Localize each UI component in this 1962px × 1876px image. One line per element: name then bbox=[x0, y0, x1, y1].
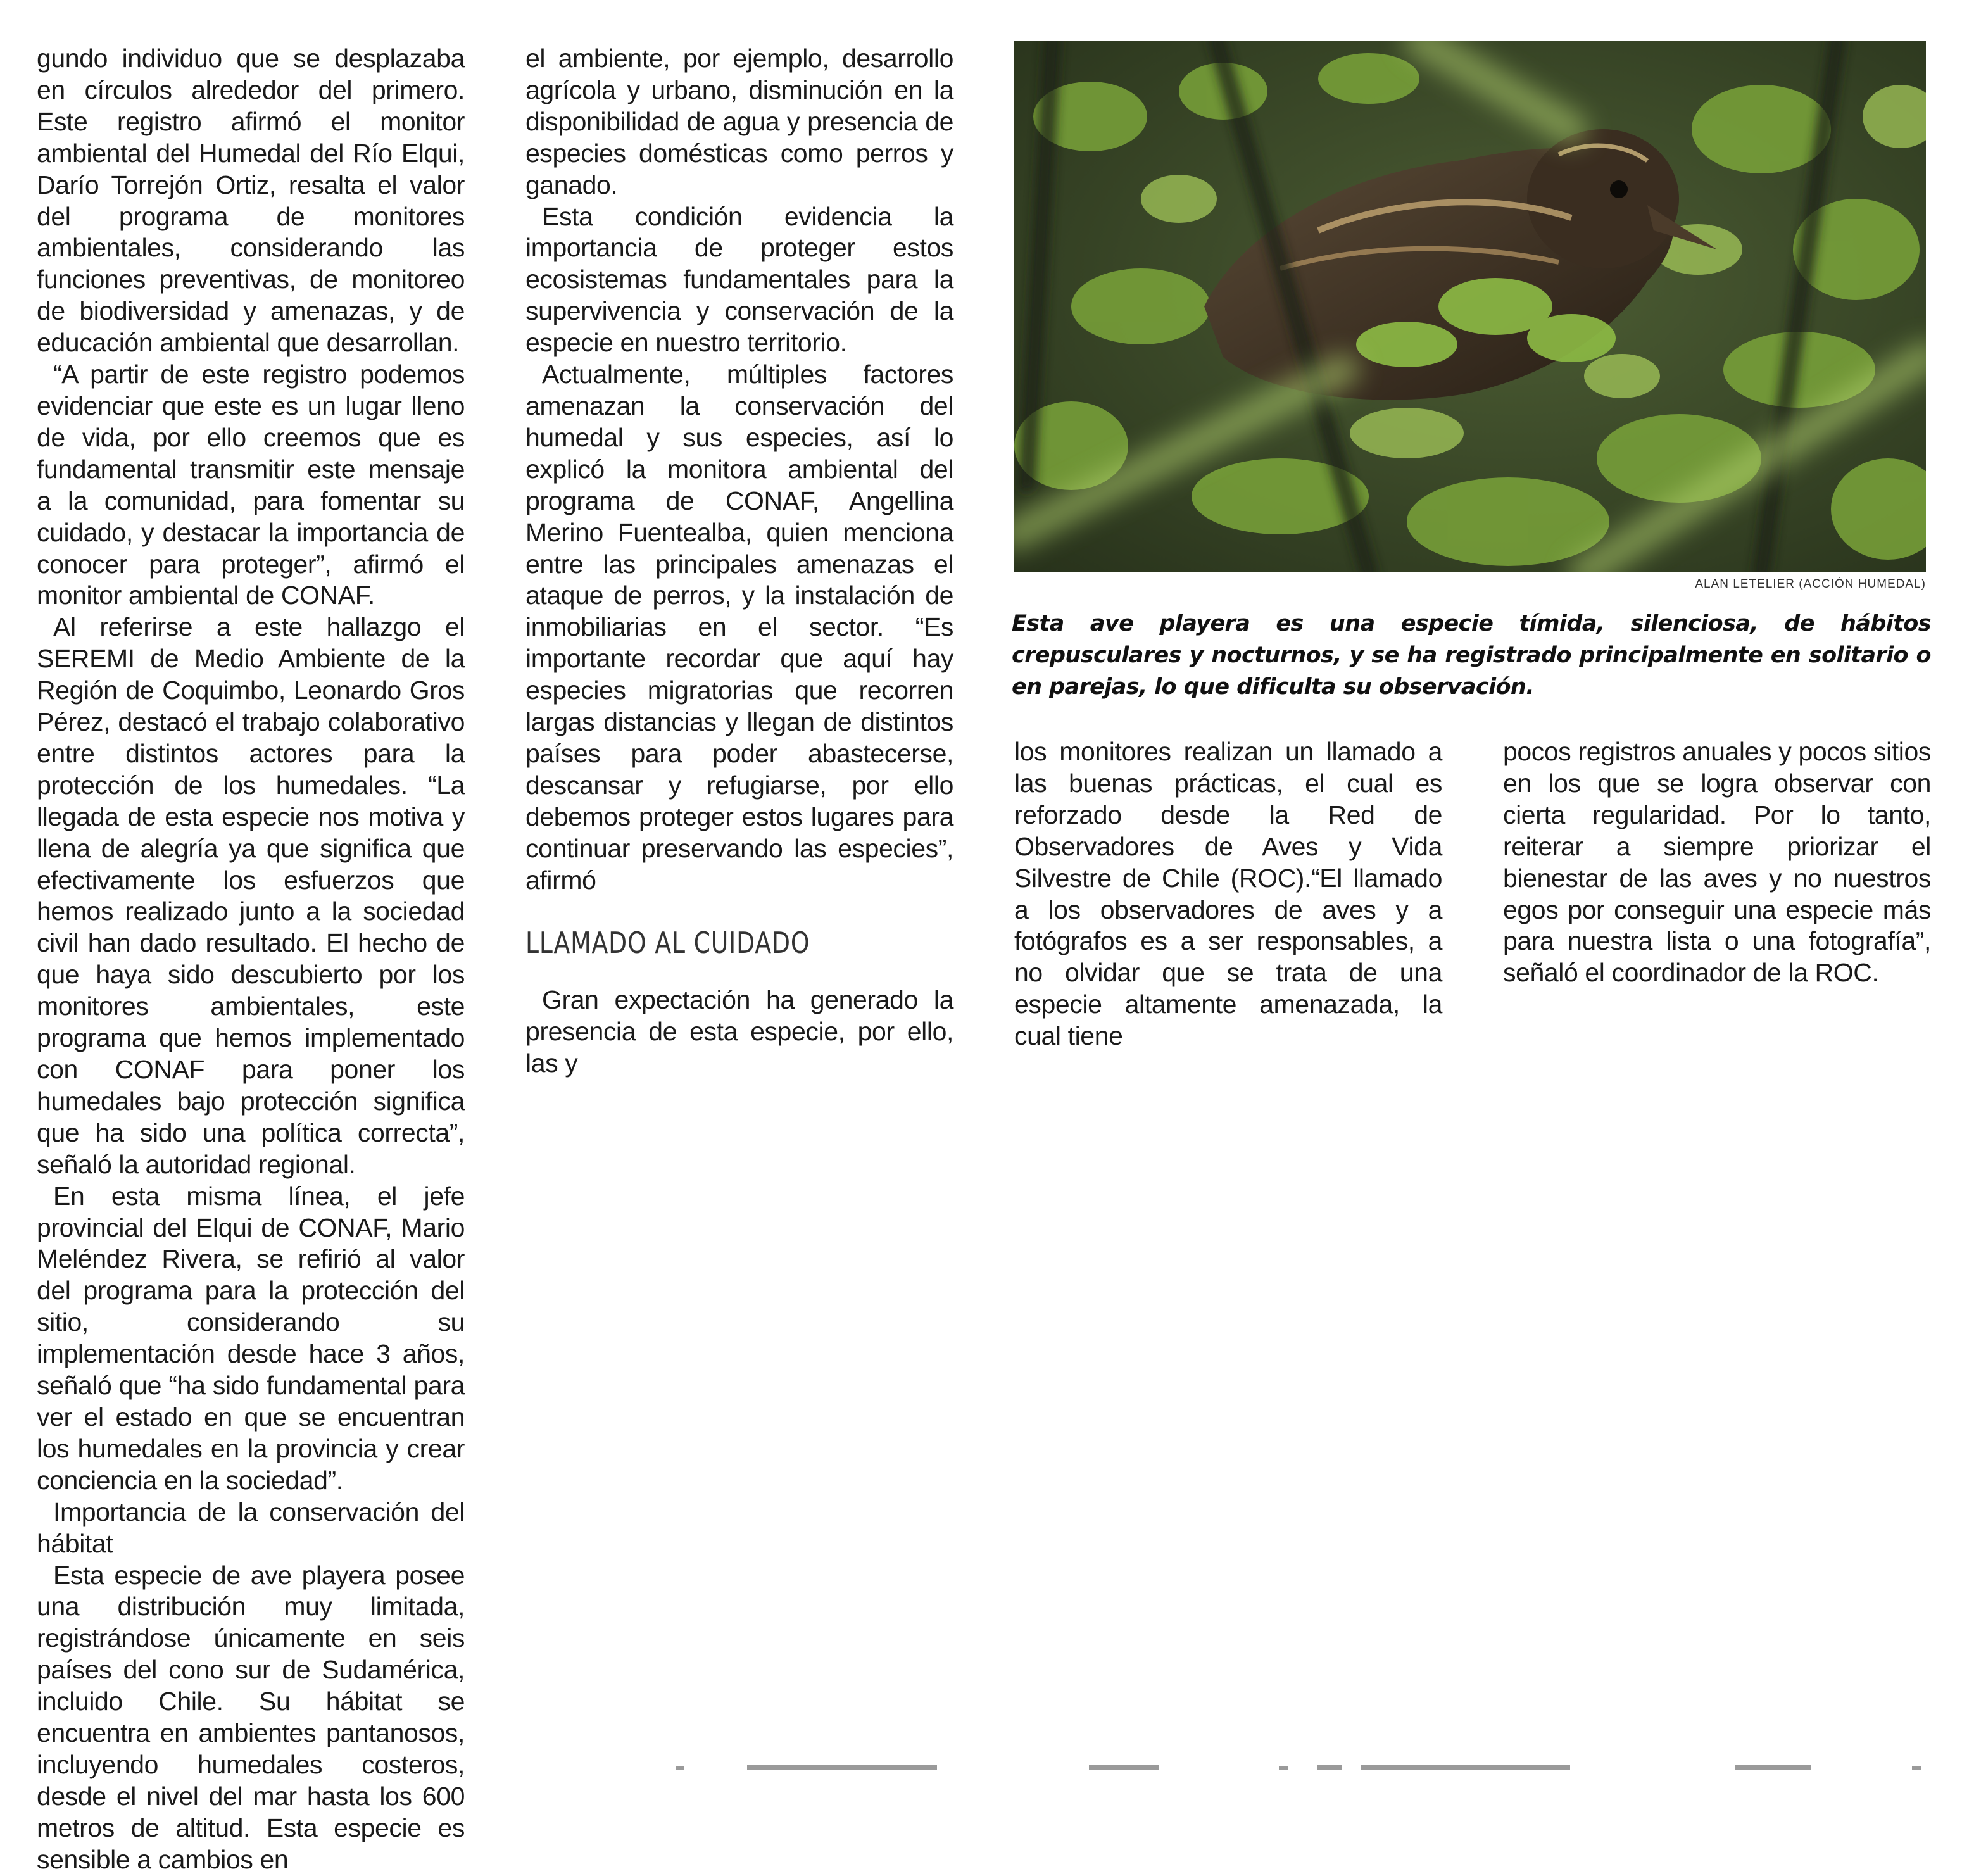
bird-photo-illustration bbox=[1014, 41, 1926, 572]
photo-credit: ALAN LETELIER (ACCIÓN HUMEDAL) bbox=[1695, 577, 1926, 591]
paragraph: los monitores realizan un llamado a las buenas prácticas, el cual es reforzado desde la Red de Observadores de Aves y Vida Silvestre de Chile (ROC).“El llamado a los observadores de aves y a fotógrafos es a ser responsables, a no olvidar que se trata de una especie altamente amenazada, la cual tiene bbox=[1014, 737, 1442, 1051]
article-column-2 bbox=[525, 43, 953, 1080]
cropped-footer-text bbox=[0, 1764, 1962, 1772]
paragraph: Esta especie de ave playera posee una distribución muy limitada, registrándose únicamente en seis países del cono sur de Sudamérica, incluido Chile. Su hábitat se encuentra en ambientes pantanosos, incluyendo humedales costeros, desde el nivel del mar hasta los 600 metros de altitud. Esta especie es sensible a cambios en bbox=[37, 1560, 465, 1874]
article-column-1 bbox=[37, 43, 465, 1876]
article-column-3 bbox=[1014, 736, 1442, 1052]
paragraph: el ambiente, por ejemplo, desarrollo agrícola y urbano, disminución en la disponibilidad de agua y presencia de especies domésticas como perros y ganado. bbox=[525, 44, 953, 199]
paragraph: Actualmente, múltiples factores amenazan la conservación del humedal y sus especies, así lo explicó la monitora ambiental del programa de CONAF, Angellina Merino Fuentealba, quien menciona entre las principales amenazas el ataque de perros, y la instalación de inmobiliarias en el sector. “Es importante recordar que aquí hay especies migratorias que recorren largas distancias y llegan de distintos países para poder abastecerse, descansar y refugiarse, por ello debemos proteger estos lugares para continuar preservando las especies”, afirmó bbox=[525, 360, 953, 895]
paragraph: “A partir de este registro podemos evidenciar que este es un lugar lleno de vida, por ello creemos que es fundamental transmitir este mensaje a la comunidad, para fomentar su cuidado, y destacar la importancia de conocer para proteger”, afirmó el monitor ambiental de CONAF. bbox=[37, 360, 465, 610]
bird-photo bbox=[1014, 41, 1926, 572]
paragraph: Al referirse a este hallazgo el SEREMI de Medio Ambiente de la Región de Coquimbo, Leonardo Gros Pérez, destacó el trabajo colaborativo entre distintos actores para la protección de los humedales. “La llegada de esta especie nos motiva y llena de alegría ya que significa que efectivamente los esfuerzos que hemos realizado junto a la sociedad civil han dado resultado. El hecho de que haya sido descubierto por los monitores ambientales, este programa que hemos implementado con CONAF para poner los humedales bajo protección significa que ha sido una política correcta”, señaló la autoridad regional. bbox=[37, 612, 465, 1179]
paragraph: pocos registros anuales y pocos sitios en los que se logra observar con cierta regularidad. Por lo tanto, reiterar a siempre priorizar el bienestar de las aves y no nuestros egos por conseguir una especie más para nuestra lista o una fotografía”, señaló el coordinador de la ROC. bbox=[1503, 737, 1931, 988]
section-heading-inline: Importancia de la conservación del hábitat bbox=[37, 1497, 465, 1558]
paragraph: gundo individuo que se desplazaba en círculos alrededor del primero. Este registro afirmó el monitor ambiental del Humedal del Río Elqui, Darío Torrejón Ortiz, resalta el valor del programa de monitores ambientales, considerando las funciones preventivas, de monitoreo de biodiversidad y amenazas, y de educación ambiental que desarrollan. bbox=[37, 44, 465, 358]
paragraph: Esta condición evidencia la importancia de proteger estos ecosistemas fundamentales para la supervivencia y conservación de la especie en nuestro territorio. bbox=[525, 201, 953, 358]
paragraph: En esta misma línea, el jefe provincial del Elqui de CONAF, Mario Meléndez Rivera, se refirió al valor del programa para la protección del sitio, considerando su implementación desde hace 3 años, señaló que “ha sido fundamental para ver el estado en que se encuentran los humedales en la provincia y crear conciencia en la sociedad”. bbox=[37, 1181, 465, 1495]
paragraph: Gran expectación ha generado la presencia de esta especie, por ello, las y bbox=[525, 985, 953, 1078]
article-column-4 bbox=[1503, 736, 1931, 989]
subheading: LLAMADO AL CUIDADO bbox=[525, 926, 810, 960]
photo-caption: Esta ave playera es una especie tímida, silenciosa, de hábitos crepusculares y nocturnos, y se ha registrado principalmente en solitario o en parejas, lo que dificulta su observación. bbox=[1012, 611, 1931, 700]
